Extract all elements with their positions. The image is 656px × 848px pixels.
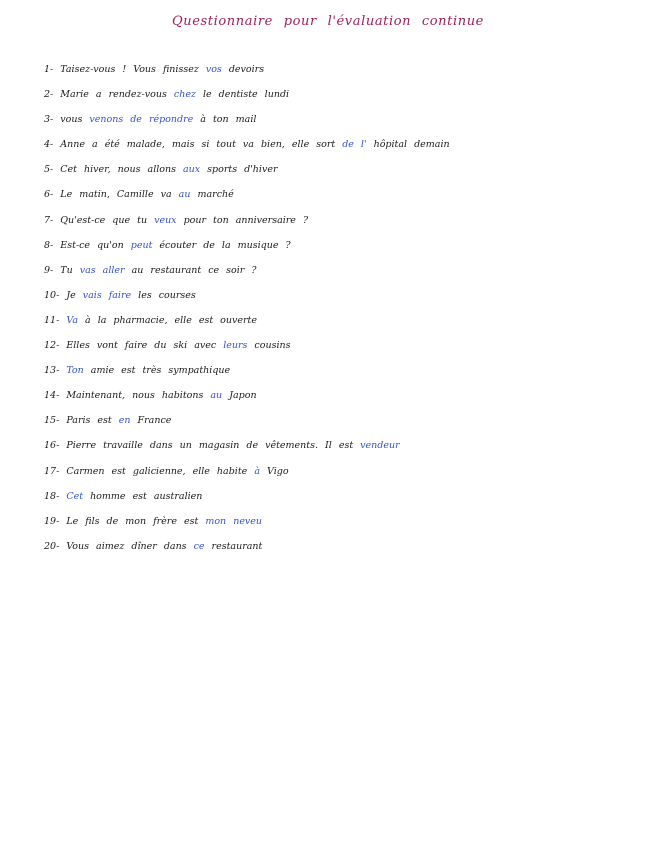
question-text: devoirs <box>221 64 265 75</box>
question-list <box>44 61 644 563</box>
question-text: 14- Maintenant, nous habitons <box>44 390 211 402</box>
answer-text: aux <box>183 164 201 176</box>
question-text: 20- Vous aimez dîner dans <box>44 540 194 552</box>
question-text: amie est très sympathique <box>83 365 231 377</box>
question-line <box>44 111 644 136</box>
question-text: sports d'hiver <box>200 164 278 176</box>
question-text: 16- Pierre travaille dans un magasin de vêtements. Il est <box>44 440 361 452</box>
question-text: 17- Carmen est galicienne, elle habite <box>44 465 255 477</box>
question-text: Vigo <box>259 465 289 477</box>
question-line <box>44 362 644 387</box>
question-line <box>44 538 644 563</box>
question-text: 1- Taisez-vous ! Vous finissez <box>44 64 206 75</box>
question-line <box>44 212 644 237</box>
question-text: au restaurant ce soir ? <box>124 264 257 276</box>
question-text: 15- Paris est <box>44 415 119 427</box>
question-text: homme est australien <box>83 490 203 502</box>
answer-text: Cet <box>66 490 84 502</box>
answer-text: en <box>118 415 131 427</box>
question-line <box>44 412 644 437</box>
answer-text: chez <box>173 89 196 101</box>
question-text: 5- Cet hiver, nous allons <box>44 164 184 176</box>
question-line <box>44 136 644 161</box>
question-line <box>44 186 644 211</box>
answer-text: vendeur <box>360 440 400 452</box>
question-text: 13- <box>44 365 67 377</box>
question-line <box>44 237 644 262</box>
question-text: 11- <box>44 314 67 326</box>
question-text: restaurant <box>204 540 263 552</box>
answer-text: leurs <box>223 340 248 352</box>
answer-text: Ton <box>66 365 84 377</box>
question-line <box>44 86 644 111</box>
answer-text: Va <box>66 314 78 326</box>
question-line <box>44 488 644 513</box>
answer-text: peut <box>130 239 153 251</box>
question-text: 9- Tu <box>44 264 80 276</box>
question-text: 3- vous <box>44 114 90 126</box>
question-text: 12- Elles vont faire du ski avec <box>44 340 224 352</box>
answer-text: au <box>178 189 191 201</box>
question-text: 8- Est-ce qu'on <box>44 239 131 251</box>
question-text: les courses <box>131 289 196 301</box>
question-line <box>44 463 644 488</box>
answer-text: venons de répondre <box>89 114 194 126</box>
question-text: 7- Qu'est-ce que tu <box>44 214 155 226</box>
question-text: marché <box>190 189 234 201</box>
question-line <box>44 61 644 86</box>
question-line <box>44 312 644 337</box>
question-text: hôpital demain <box>366 139 450 151</box>
question-text: 2- Marie a rendez-vous <box>44 89 174 101</box>
question-text: le dentiste lundi <box>195 89 290 101</box>
question-text: écouter de la musique ? <box>152 239 291 251</box>
question-text: France <box>130 415 172 427</box>
question-text: 6- Le matin, Camille va <box>44 189 179 201</box>
answer-text: mon neveu <box>205 515 263 527</box>
question-text: à ton mail <box>193 114 257 126</box>
question-line <box>44 161 644 186</box>
question-text: 19- Le fils de mon frère est <box>44 515 206 527</box>
answer-text: veux <box>154 214 177 226</box>
answer-text: vais faire <box>82 289 132 301</box>
question-text: 10- Je <box>44 289 83 301</box>
document-title: Questionnaire pour l'évaluation continue <box>172 14 484 29</box>
question-text: à la pharmacie, elle est ouverte <box>77 314 257 326</box>
question-text: pour ton anniversaire ? <box>176 214 309 226</box>
answer-text: vos <box>205 64 222 75</box>
question-line <box>44 287 644 312</box>
answer-text: au <box>210 390 223 402</box>
answer-text: de l' <box>342 139 367 151</box>
answer-text: à <box>254 465 260 477</box>
question-text: Japon <box>222 390 257 402</box>
answer-text: vas aller <box>79 264 125 276</box>
question-line <box>44 262 644 287</box>
question-line <box>44 337 644 362</box>
answer-text: ce <box>193 540 205 552</box>
question-line <box>44 513 644 538</box>
question-line <box>44 437 644 462</box>
question-text: cousins <box>247 340 291 352</box>
question-line <box>44 387 644 412</box>
question-text: 18- <box>44 490 67 502</box>
question-text: 4- Anne a été malade, mais si tout va bien, elle sort <box>44 139 343 151</box>
